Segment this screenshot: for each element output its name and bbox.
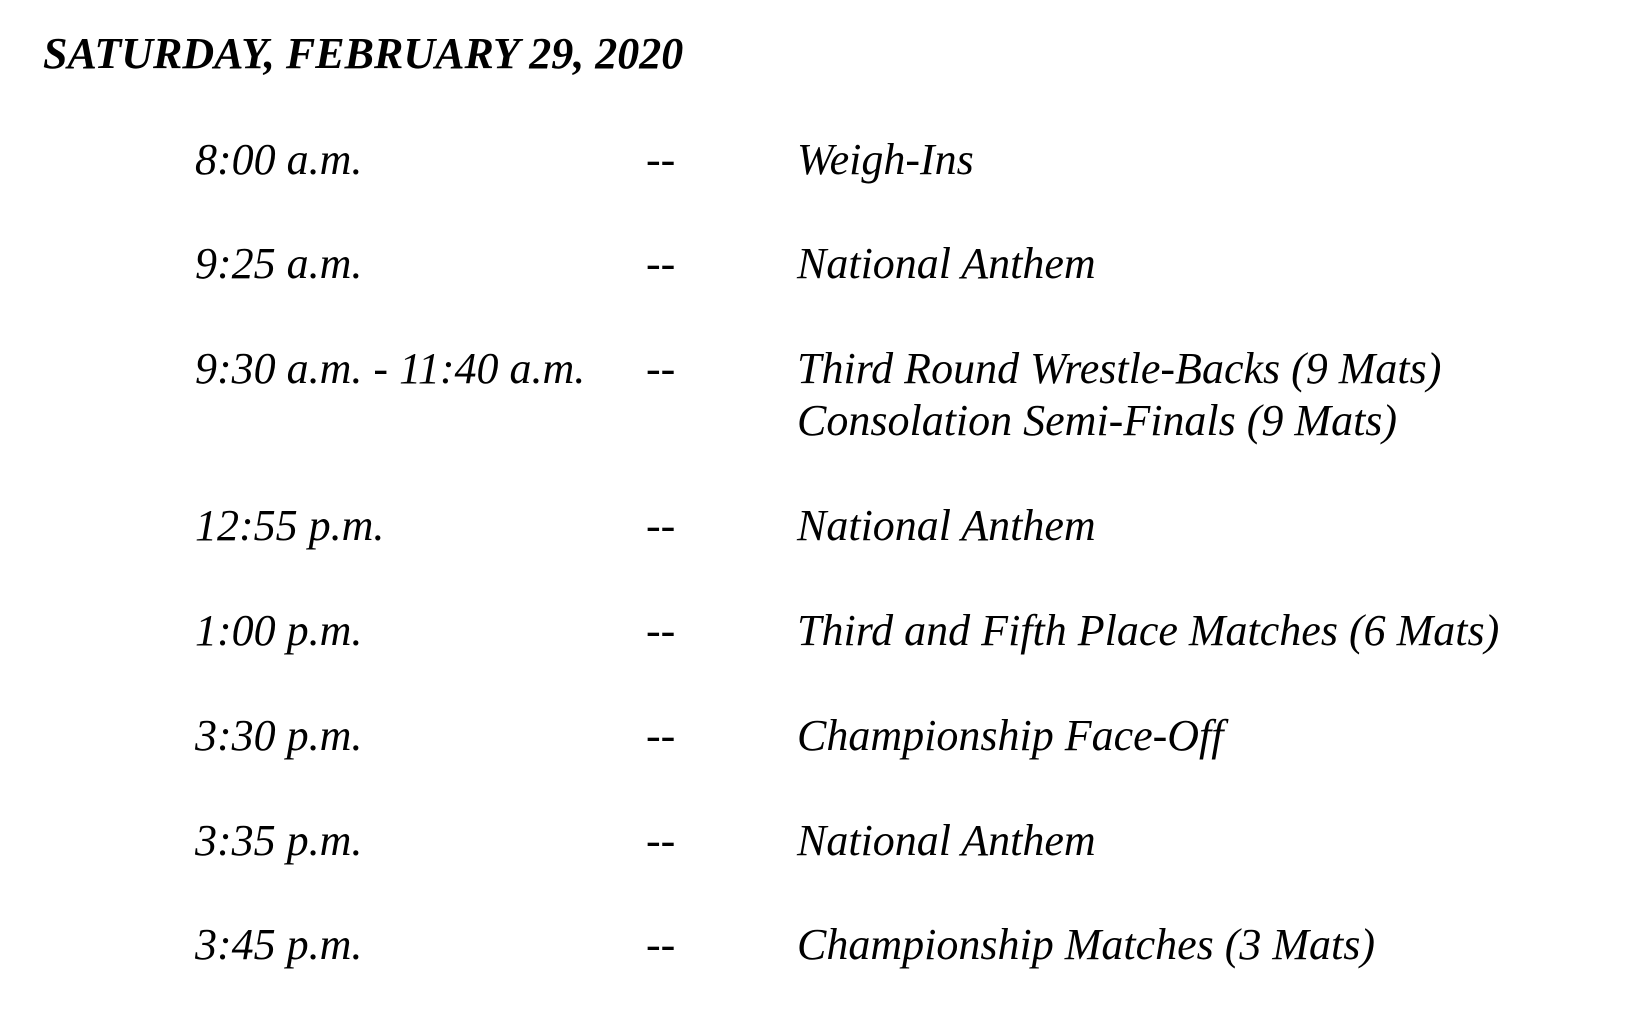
schedule-time: 9:25 a.m. [195, 239, 363, 288]
event-line: Weigh-Ins [797, 135, 974, 184]
schedule-time: 12:55 p.m. [195, 501, 385, 550]
schedule-separator: -- [646, 711, 676, 760]
schedule-event [797, 238, 1096, 290]
schedule-event [797, 919, 1375, 971]
event-line: National Anthem [797, 501, 1096, 550]
schedule-separator: -- [646, 239, 676, 288]
event-line: Third and Fifth Place Matches (6 Mats) [797, 606, 1500, 655]
schedule-event [797, 134, 974, 186]
schedule-event [797, 815, 1096, 867]
schedule-separator: -- [646, 920, 676, 969]
schedule-separator: -- [646, 816, 676, 865]
event-line: National Anthem [797, 816, 1096, 865]
event-line: National Anthem [797, 239, 1096, 288]
event-line: Third Round Wrestle-Backs (9 Mats) [797, 344, 1442, 393]
schedule-separator: -- [646, 501, 676, 550]
event-line: Championship Matches (3 Mats) [797, 920, 1376, 969]
schedule-separator: -- [646, 606, 676, 655]
schedule-time: 3:30 p.m. [195, 711, 363, 760]
schedule-separator: -- [646, 344, 676, 393]
schedule-time: 3:35 p.m. [195, 816, 363, 865]
schedule-time: 3:45 p.m. [195, 920, 363, 969]
schedule-event [797, 343, 1441, 447]
schedule-time: 9:30 a.m. - 11:40 a.m. [195, 344, 586, 393]
schedule-separator: -- [646, 135, 676, 184]
schedule-time: 1:00 p.m. [195, 606, 363, 655]
schedule-event [797, 500, 1096, 552]
schedule-time: 8:00 a.m. [195, 135, 363, 184]
day-heading: SATURDAY, FEBRUARY 29, 2020 [43, 29, 684, 78]
event-line: Consolation Semi-Finals (9 Mats) [797, 396, 1398, 445]
schedule-event [797, 710, 1224, 762]
schedule-event [797, 605, 1499, 657]
event-line: Championship Face-Off [797, 711, 1224, 760]
